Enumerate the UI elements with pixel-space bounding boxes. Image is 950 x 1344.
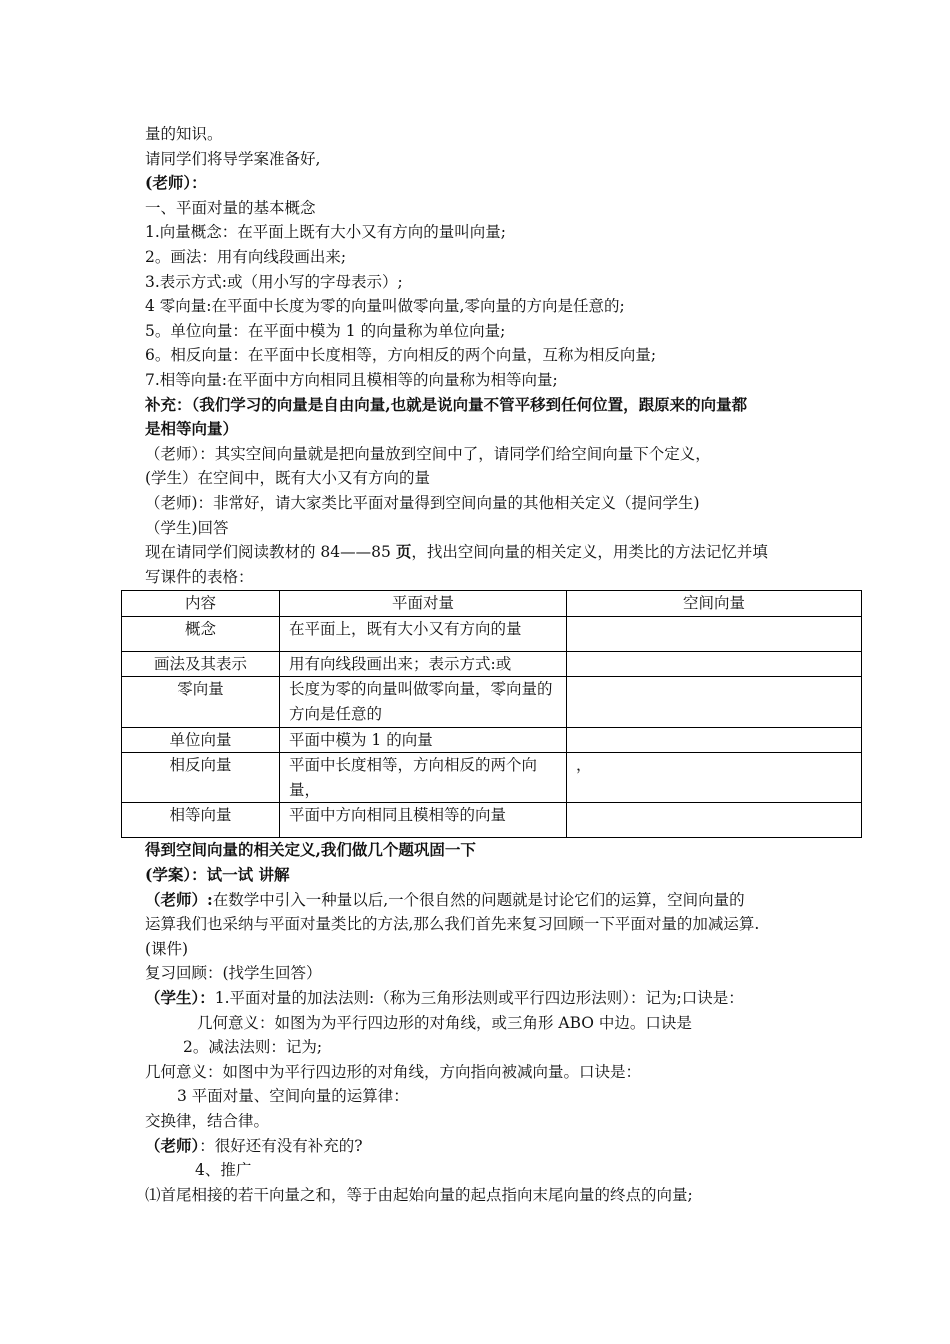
text-line: 请同学们将导学案准备好, — [145, 149, 321, 168]
table-header-row — [122, 591, 862, 617]
text-line: (课件) — [145, 939, 189, 958]
text-line: 1.向量概念：在平面上既有大小又有方向的量叫向量; — [145, 223, 507, 242]
table-cell — [567, 803, 862, 838]
text-line: 量的知识。 — [145, 125, 223, 143]
table-cell — [567, 651, 862, 677]
student-line — [145, 986, 815, 1011]
text-line: 7.相等向量:在平面中方向相同且模相等的向量称为相等向量; — [145, 370, 558, 389]
student-label: （学生）： — [145, 988, 215, 1007]
student-text: 1.平面对量的加法法则:（称为三角形法则或平行四边形法则）：记为;口诀是： — [214, 989, 744, 1007]
comparison-table — [121, 590, 862, 838]
text-line: 几何意义：如图为为平行四边形的对角线，或三角形 ABO 中边。口诀是 — [197, 1013, 692, 1032]
reading-prefix: 现在请同学们阅读教材的 84——85 — [145, 543, 396, 562]
supplement-line: 是相等向量） — [145, 419, 239, 439]
table-row — [122, 677, 862, 727]
table-header: 空间向量 — [567, 591, 862, 617]
table-cell: 单位向量 — [122, 727, 280, 753]
table-cell: 相等向量 — [122, 803, 280, 838]
teacher-text: ：很好还有没有补充的? — [199, 1136, 363, 1155]
table-header: 平面对量 — [280, 591, 567, 617]
section-heading: 一、平面对量的基本概念 — [145, 198, 316, 217]
text-line: 2。画法：用有向线段画出来; — [145, 247, 347, 266]
dialog-line: (学生）在空间中，既有大小又有方向的量 — [145, 469, 431, 488]
table-cell: 概念 — [122, 616, 280, 651]
text-line: 5。单位向量：在平面中模为 1 的向量称为单位向量; — [145, 321, 506, 340]
text-line: 2。减法法则：记为; — [183, 1038, 323, 1057]
table-cell: 平面中长度相等，方向相反的两个向量， — [280, 753, 567, 803]
table-header: 内容 — [122, 591, 280, 617]
text-line: 交换律，结合律。 — [145, 1111, 270, 1130]
table-cell: 相反向量 — [122, 753, 280, 803]
text-line: 3 平面对量、空间向量的运算律： — [177, 1087, 409, 1106]
reading-line — [145, 540, 815, 565]
table-cell: ， — [567, 753, 862, 803]
document-page — [145, 122, 815, 1207]
table-cell: 平面中方向相同且模相等的向量 — [280, 803, 567, 838]
reading-line: 写课件的表格： — [145, 567, 254, 586]
text-line: 6。相反向量：在平面中长度相等，方向相反的两个向量，互称为相反向量; — [145, 346, 657, 365]
table-cell: 画法及其表示 — [122, 651, 280, 677]
xuean-line: (学案）：试一试 讲解 — [145, 865, 290, 885]
table-cell: 用有向线段画出来；表示方式:或 — [280, 651, 567, 677]
text-line: 运算我们也采纳与平面对量类比的方法,那么我们首先来复习回顾一下平面对量的加减运算. — [145, 915, 760, 934]
teacher-text: 在数学中引入一种量以后,一个很自然的问题就是讨论它们的运算，空间向量的 — [212, 890, 745, 909]
table-cell — [567, 727, 862, 753]
teacher-label: (老师）： — [145, 173, 207, 193]
text-line: 4、推广 — [195, 1161, 252, 1180]
summary-line: 得到空间向量的相关定义,我们做几个题巩固一下 — [145, 840, 476, 860]
teacher-line — [145, 888, 815, 913]
table-cell — [567, 677, 862, 727]
dialog-line: （老师）：其实空间向量就是把向量放到空间中了，请同学们给空间向量下个定义， — [145, 444, 711, 463]
text-line: 4 零向量:在平面中长度为零的向量叫做零向量,零向量的方向是任意的; — [145, 297, 625, 316]
reading-bold: 页 — [395, 542, 412, 562]
table-cell: 在平面上，既有大小又有方向的量 — [280, 616, 567, 651]
text-line: ⑴首尾相接的若干向量之和，等于由起始向量的起点指向末尾向量的终点的向量; — [145, 1185, 693, 1204]
dialog-line: （老师)：非常好，请大家类比平面对量得到空间向量的其他相关定义（提问学生) — [145, 493, 700, 512]
table-cell: 零向量 — [122, 677, 280, 727]
table-row — [122, 616, 862, 651]
teacher-label: （老师） — [145, 1135, 200, 1155]
supplement-line: 补充：（我们学习的向量是自由向量,也就是说向量不管平移到任何位置，跟原来的向量都 — [145, 394, 748, 414]
text-line: 复习回顾：(找学生回答） — [145, 964, 322, 983]
table-row — [122, 803, 862, 838]
table-cell — [567, 616, 862, 651]
table-row — [122, 753, 862, 803]
text-line: 3.表示方式:或（用小写的字母表示）; — [145, 272, 403, 291]
teacher-line — [145, 1134, 815, 1159]
text-line: 几何意义：如图中为平行四边形的对角线，方向指向被减向量。口诀是： — [145, 1062, 642, 1081]
table-cell: 长度为零的向量叫做零向量，零向量的方向是任意的 — [280, 677, 567, 727]
teacher-label: （老师）: — [145, 889, 213, 909]
table-row — [122, 651, 862, 677]
table-cell: 平面中模为 1 的向量 — [280, 727, 567, 753]
dialog-line: （学生)回答 — [145, 518, 229, 537]
table-row — [122, 727, 862, 753]
reading-suffix: ，找出空间向量的相关定义，用类比的方法记忆并填 — [411, 543, 768, 562]
